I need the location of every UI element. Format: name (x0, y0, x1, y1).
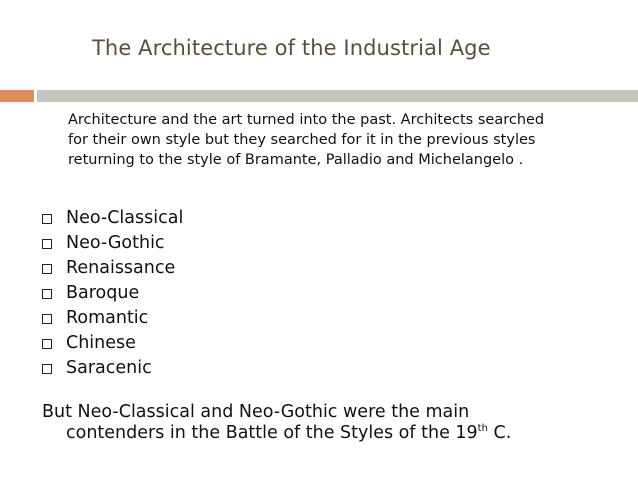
list-item-label: Neo-Gothic (66, 233, 165, 253)
square-bullet-icon (42, 314, 52, 324)
intro-line: for their own style but they searched for it in the previous styles (68, 132, 536, 148)
list-item-label: Neo-Classical (66, 208, 184, 228)
conclusion-line-1: But Neo-Classical and Neo-Gothic were the main (42, 402, 470, 422)
list-item-label: Renaissance (66, 258, 176, 278)
list-item (42, 281, 183, 306)
list-item (42, 256, 183, 281)
title-divider (37, 90, 638, 102)
styles-list (42, 206, 183, 381)
list-item-label: Chinese (66, 333, 136, 353)
list-item (42, 356, 183, 381)
list-item (42, 231, 183, 256)
conclusion-paragraph (42, 402, 632, 444)
square-bullet-icon (42, 214, 52, 224)
square-bullet-icon (42, 339, 52, 349)
conclusion-text: contenders in the Battle of the Styles of the 19 (66, 423, 478, 443)
conclusion-line-2 (42, 423, 632, 444)
list-item-label: Baroque (66, 283, 140, 303)
list-item-label: Romantic (66, 308, 149, 328)
slide-title: The Architecture of the Industrial Age (92, 36, 491, 60)
square-bullet-icon (42, 264, 52, 274)
square-bullet-icon (42, 364, 52, 374)
square-bullet-icon (42, 289, 52, 299)
ordinal-superscript: th (477, 423, 488, 435)
conclusion-end: C. (487, 423, 512, 443)
intro-line: returning to the style of Bramante, Palladio and Michelangelo . (68, 152, 524, 168)
accent-bar (0, 90, 34, 102)
list-item (42, 206, 183, 231)
list-item (42, 331, 183, 356)
intro-line: Architecture and the art turned into the past. Architects searched (68, 112, 545, 128)
list-item (42, 306, 183, 331)
square-bullet-icon (42, 239, 52, 249)
intro-paragraph (68, 110, 628, 170)
list-item-label: Saracenic (66, 358, 152, 378)
